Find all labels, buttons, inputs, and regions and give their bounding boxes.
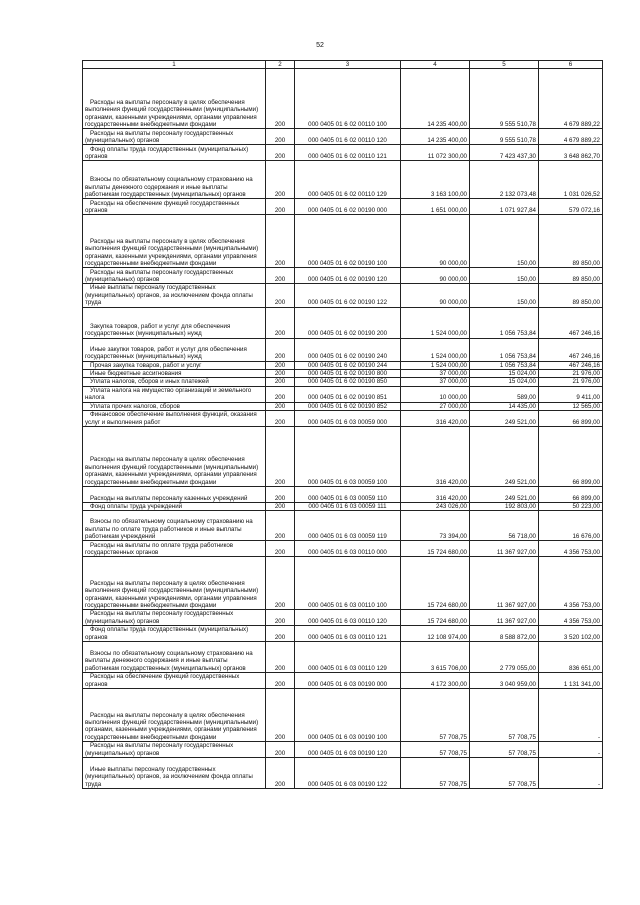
row-name: Расходы на выплаты персоналу государственных (муниципальных) органов [83, 742, 266, 758]
row-remaining-amount: 3 520 102,00 [539, 626, 603, 642]
row-executed-amount: 57 708,75 [470, 742, 539, 758]
row-approved-amount: 4 172 300,00 [401, 673, 470, 689]
row-code: 200 [266, 541, 295, 557]
row-approved-amount: 37 000,00 [401, 378, 470, 386]
row-name: Иные выплаты персоналу государственных (муниципальных) органов, за исключением фонда оплаты труда [83, 284, 266, 307]
row-code: 200 [266, 742, 295, 758]
row-name: Уплата прочих налогов, сборов [83, 402, 266, 410]
row-name: Фонд оплаты труда учреждений [83, 503, 266, 511]
row-name: Взносы по обязательному социальному страхованию на выплаты по оплате труда работников и иные выплаты работникам учреждений [83, 511, 266, 541]
row-code: 200 [266, 673, 295, 689]
row-executed-amount: 7 423 437,30 [470, 145, 539, 161]
row-approved-amount: 90 000,00 [401, 268, 470, 284]
row-kbk-code: 000 0405 01 6 03 00110 000 [295, 541, 401, 557]
row-code: 200 [266, 161, 295, 199]
row-code: 200 [266, 610, 295, 626]
row-code: 200 [266, 511, 295, 541]
row-executed-amount: 1 056 753,84 [470, 307, 539, 338]
table-row [83, 338, 603, 361]
row-code: 200 [266, 338, 295, 361]
row-approved-amount: 12 108 974,00 [401, 626, 470, 642]
row-executed-amount: 150,00 [470, 215, 539, 268]
table-row [83, 411, 603, 427]
table-row [83, 557, 603, 610]
row-executed-amount: 1 056 753,84 [470, 338, 539, 361]
row-kbk-code: 000 0405 01 6 03 00190 100 [295, 689, 401, 742]
row-name: Расходы на выплаты персоналу в целях обеспечения выполнения функций государственными (муниципальными) органами, казенными учреждениями, органами управления государственными внебюджетными фондами [83, 215, 266, 268]
table-row [83, 370, 603, 378]
row-remaining-amount: 89 850,00 [539, 284, 603, 307]
table-row [83, 215, 603, 268]
row-remaining-amount: 579 072,16 [539, 199, 603, 215]
row-code: 200 [266, 145, 295, 161]
row-kbk-code: 000 0405 01 6 03 00059 000 [295, 411, 401, 427]
row-executed-amount: 1 056 753,84 [470, 361, 539, 369]
row-executed-amount: 150,00 [470, 284, 539, 307]
row-code: 200 [266, 215, 295, 268]
table-row [83, 145, 603, 161]
row-name: Иные бюджетные ассигнования [83, 370, 266, 378]
row-approved-amount: 90 000,00 [401, 284, 470, 307]
row-name: Закупка товаров, работ и услуг для обеспечения государственных (муниципальных) нужд [83, 307, 266, 338]
row-approved-amount: 1 524 000,00 [401, 307, 470, 338]
row-executed-amount: 2 779 055,00 [470, 642, 539, 673]
row-kbk-code: 000 0405 01 6 02 00190 122 [295, 284, 401, 307]
row-executed-amount: 14 435,00 [470, 402, 539, 410]
row-kbk-code: 000 0405 01 6 02 00190 100 [295, 215, 401, 268]
table-row [83, 402, 603, 410]
row-kbk-code: 000 0405 01 6 03 00059 119 [295, 511, 401, 541]
row-executed-amount: 249 521,00 [470, 411, 539, 427]
row-remaining-amount: 467 246,16 [539, 338, 603, 361]
row-name: Расходы на выплаты персоналу в целях обеспечения выполнения функций государственными (муниципальными) органами, казенными учреждениями, органами управления государственными внебюджетными фондами [83, 427, 266, 487]
row-remaining-amount: 66 899,00 [539, 411, 603, 427]
row-kbk-code: 000 0405 01 6 03 00110 120 [295, 610, 401, 626]
table-body [83, 69, 603, 789]
table-row [83, 199, 603, 215]
row-executed-amount: 8 588 872,00 [470, 626, 539, 642]
row-kbk-code: 000 0405 01 6 03 00110 121 [295, 626, 401, 642]
row-name: Расходы на обеспечение функций государственных органов [83, 199, 266, 215]
row-code: 200 [266, 307, 295, 338]
column-number-row [83, 61, 603, 69]
row-code: 200 [266, 378, 295, 386]
row-name: Расходы на выплаты персоналу государственных (муниципальных) органов [83, 129, 266, 145]
row-code: 200 [266, 386, 295, 402]
row-executed-amount: 1 071 927,84 [470, 199, 539, 215]
row-name: Взносы по обязательному социальному страхованию на выплаты денежного содержания и иные выплаты работникам государственных (муниципальных) органов [83, 642, 266, 673]
row-name: Иные закупки товаров, работ и услуг для обеспечения государственных (муниципальных) нужд [83, 338, 266, 361]
row-name: Расходы на выплаты персоналу в целях обеспечения выполнения функций государственными (муниципальными) органами, казенными учреждениями, органами управления государственными внебюджетными фондами [83, 557, 266, 610]
row-code: 200 [266, 268, 295, 284]
row-approved-amount: 1 651 000,00 [401, 199, 470, 215]
row-remaining-amount: 89 850,00 [539, 268, 603, 284]
table-row [83, 161, 603, 199]
row-remaining-amount: 4 679 889,22 [539, 129, 603, 145]
row-executed-amount: 192 803,00 [470, 503, 539, 511]
row-approved-amount: 3 163 100,00 [401, 161, 470, 199]
row-code: 200 [266, 503, 295, 511]
table-row [83, 378, 603, 386]
row-kbk-code: 000 0405 01 6 03 00110 100 [295, 557, 401, 610]
row-name: Расходы на выплаты персоналу государственных (муниципальных) органов [83, 268, 266, 284]
row-name: Взносы по обязательному социальному страхованию на выплаты денежного содержания и иные выплаты работникам государственных (муниципальных) органов [83, 161, 266, 199]
table-row [83, 268, 603, 284]
row-approved-amount: 57 708,75 [401, 758, 470, 789]
row-kbk-code: 000 0405 01 6 02 00190 000 [295, 199, 401, 215]
table-row [83, 642, 603, 673]
table-row [83, 742, 603, 758]
row-executed-amount: 249 521,00 [470, 427, 539, 487]
row-code: 200 [266, 284, 295, 307]
row-remaining-amount: 12 565,00 [539, 402, 603, 410]
column-header: 2 [266, 61, 295, 69]
row-executed-amount: 249 521,00 [470, 487, 539, 503]
row-code: 200 [266, 411, 295, 427]
row-executed-amount: 15 024,00 [470, 378, 539, 386]
row-approved-amount: 15 724 680,00 [401, 541, 470, 557]
row-name: Уплата налога на имущество организаций и земельного налога [83, 386, 266, 402]
row-executed-amount: 9 555 510,78 [470, 129, 539, 145]
row-approved-amount: 14 235 400,00 [401, 69, 470, 129]
row-code: 200 [266, 427, 295, 487]
row-remaining-amount: - [539, 742, 603, 758]
column-header: 3 [295, 61, 401, 69]
row-kbk-code: 000 0405 01 6 02 00190 800 [295, 370, 401, 378]
row-approved-amount: 73 394,00 [401, 511, 470, 541]
column-header: 4 [401, 61, 470, 69]
row-approved-amount: 27 000,00 [401, 402, 470, 410]
row-executed-amount: 57 708,75 [470, 758, 539, 789]
row-code: 200 [266, 69, 295, 129]
row-code: 200 [266, 361, 295, 369]
row-kbk-code: 000 0405 01 6 03 00110 129 [295, 642, 401, 673]
row-kbk-code: 000 0405 01 6 02 00190 851 [295, 386, 401, 402]
row-approved-amount: 316 420,00 [401, 487, 470, 503]
row-kbk-code: 000 0405 01 6 02 00190 200 [295, 307, 401, 338]
row-approved-amount: 57 708,75 [401, 742, 470, 758]
row-remaining-amount: 9 411,00 [539, 386, 603, 402]
row-code: 200 [266, 642, 295, 673]
row-code: 200 [266, 402, 295, 410]
row-remaining-amount: 1 131 341,00 [539, 673, 603, 689]
row-kbk-code: 000 0405 01 6 02 00110 121 [295, 145, 401, 161]
row-code: 200 [266, 487, 295, 503]
row-code: 200 [266, 626, 295, 642]
row-kbk-code: 000 0405 01 6 03 00059 110 [295, 487, 401, 503]
table-row [83, 689, 603, 742]
table-row [83, 361, 603, 369]
row-remaining-amount: 836 651,00 [539, 642, 603, 673]
row-kbk-code: 000 0405 01 6 02 00190 120 [295, 268, 401, 284]
table-row [83, 427, 603, 487]
page-number: 52 [316, 42, 324, 49]
table-row [83, 487, 603, 503]
table-row [83, 284, 603, 307]
row-approved-amount: 90 000,00 [401, 215, 470, 268]
row-executed-amount: 11 367 927,00 [470, 610, 539, 626]
row-remaining-amount: 21 976,00 [539, 370, 603, 378]
row-remaining-amount: 50 223,00 [539, 503, 603, 511]
row-name: Расходы на выплаты персоналу государственных (муниципальных) органов [83, 610, 266, 626]
row-executed-amount: 2 132 073,48 [470, 161, 539, 199]
row-name: Расходы на обеспечение функций государственных органов [83, 673, 266, 689]
row-approved-amount: 15 724 680,00 [401, 557, 470, 610]
row-remaining-amount: 4 679 889,22 [539, 69, 603, 129]
row-remaining-amount: - [539, 758, 603, 789]
row-name: Расходы на выплаты по оплате труда работников государственных органов [83, 541, 266, 557]
row-approved-amount: 14 235 400,00 [401, 129, 470, 145]
row-code: 200 [266, 557, 295, 610]
row-code: 200 [266, 689, 295, 742]
row-name: Прочая закупка товаров, работ и услуг [83, 361, 266, 369]
row-remaining-amount: 4 356 753,00 [539, 541, 603, 557]
row-executed-amount: 3 040 959,00 [470, 673, 539, 689]
table-row [83, 626, 603, 642]
row-remaining-amount: 66 899,00 [539, 487, 603, 503]
row-name: Расходы на выплаты персоналу казенных учреждений [83, 487, 266, 503]
column-header: 5 [470, 61, 539, 69]
table-row [83, 610, 603, 626]
table-row [83, 386, 603, 402]
row-executed-amount: 15 024,00 [470, 370, 539, 378]
row-kbk-code: 000 0405 01 6 02 00190 240 [295, 338, 401, 361]
row-kbk-code: 000 0405 01 6 02 00190 852 [295, 402, 401, 410]
budget-execution-table [82, 60, 603, 789]
row-executed-amount: 589,00 [470, 386, 539, 402]
row-executed-amount: 11 367 927,00 [470, 541, 539, 557]
row-name: Иные выплаты персоналу государственных (муниципальных) органов, за исключением фонда оплаты труда [83, 758, 266, 789]
row-name: Уплата налогов, сборов и иных платежей [83, 378, 266, 386]
row-remaining-amount: 3 648 862,70 [539, 145, 603, 161]
row-remaining-amount: 21 976,00 [539, 378, 603, 386]
row-name: Расходы на выплаты персоналу в целях обеспечения выполнения функций государственными (муниципальными) органами, казенными учреждениями, органами управления государственными внебюджетными фондами [83, 689, 266, 742]
row-kbk-code: 000 0405 01 6 02 00190 244 [295, 361, 401, 369]
row-approved-amount: 243 026,00 [401, 503, 470, 511]
row-kbk-code: 000 0405 01 6 03 00190 122 [295, 758, 401, 789]
row-approved-amount: 316 420,00 [401, 411, 470, 427]
row-remaining-amount: 4 356 753,00 [539, 557, 603, 610]
table-row [83, 69, 603, 129]
column-header: 1 [83, 61, 266, 69]
row-remaining-amount: - [539, 689, 603, 742]
row-approved-amount: 1 524 000,00 [401, 361, 470, 369]
row-remaining-amount: 66 899,00 [539, 427, 603, 487]
row-approved-amount: 15 724 680,00 [401, 610, 470, 626]
row-kbk-code: 000 0405 01 6 02 00110 120 [295, 129, 401, 145]
table-row [83, 511, 603, 541]
table-row [83, 758, 603, 789]
row-kbk-code: 000 0405 01 6 03 00190 120 [295, 742, 401, 758]
row-name: Финансовое обеспечение выполнения функций, оказания услуг и выполнения работ [83, 411, 266, 427]
row-remaining-amount: 16 676,00 [539, 511, 603, 541]
table-row [83, 129, 603, 145]
table-row [83, 503, 603, 511]
column-header: 6 [539, 61, 603, 69]
row-remaining-amount: 467 246,16 [539, 361, 603, 369]
row-approved-amount: 1 524 000,00 [401, 338, 470, 361]
row-kbk-code: 000 0405 01 6 03 00190 000 [295, 673, 401, 689]
row-code: 200 [266, 129, 295, 145]
row-executed-amount: 150,00 [470, 268, 539, 284]
row-approved-amount: 3 615 706,00 [401, 642, 470, 673]
row-kbk-code: 000 0405 01 6 03 00059 111 [295, 503, 401, 511]
row-code: 200 [266, 199, 295, 215]
row-kbk-code: 000 0405 01 6 02 00190 850 [295, 378, 401, 386]
row-executed-amount: 11 367 927,00 [470, 557, 539, 610]
row-kbk-code: 000 0405 01 6 02 00110 100 [295, 69, 401, 129]
table-row [83, 307, 603, 338]
row-code: 200 [266, 370, 295, 378]
row-approved-amount: 57 708,75 [401, 689, 470, 742]
row-remaining-amount: 89 850,00 [539, 215, 603, 268]
row-kbk-code: 000 0405 01 6 02 00110 129 [295, 161, 401, 199]
row-approved-amount: 11 072 300,00 [401, 145, 470, 161]
row-executed-amount: 57 708,75 [470, 689, 539, 742]
row-approved-amount: 10 000,00 [401, 386, 470, 402]
row-code: 200 [266, 758, 295, 789]
row-executed-amount: 56 718,00 [470, 511, 539, 541]
row-remaining-amount: 1 031 026,52 [539, 161, 603, 199]
row-name: Фонд оплаты труда государственных (муниципальных) органов [83, 145, 266, 161]
table-row [83, 541, 603, 557]
table-row [83, 673, 603, 689]
row-approved-amount: 316 420,00 [401, 427, 470, 487]
row-name: Расходы на выплаты персоналу в целях обеспечения выполнения функций государственными (муниципальными) органами, казенными учреждениями, органами управления государственными внебюджетными фондами [83, 69, 266, 129]
row-name: Фонд оплаты труда государственных (муниципальных) органов [83, 626, 266, 642]
row-remaining-amount: 467 246,16 [539, 307, 603, 338]
row-remaining-amount: 4 356 753,00 [539, 610, 603, 626]
row-executed-amount: 9 555 510,78 [470, 69, 539, 129]
row-kbk-code: 000 0405 01 6 03 00059 100 [295, 427, 401, 487]
row-approved-amount: 37 000,00 [401, 370, 470, 378]
